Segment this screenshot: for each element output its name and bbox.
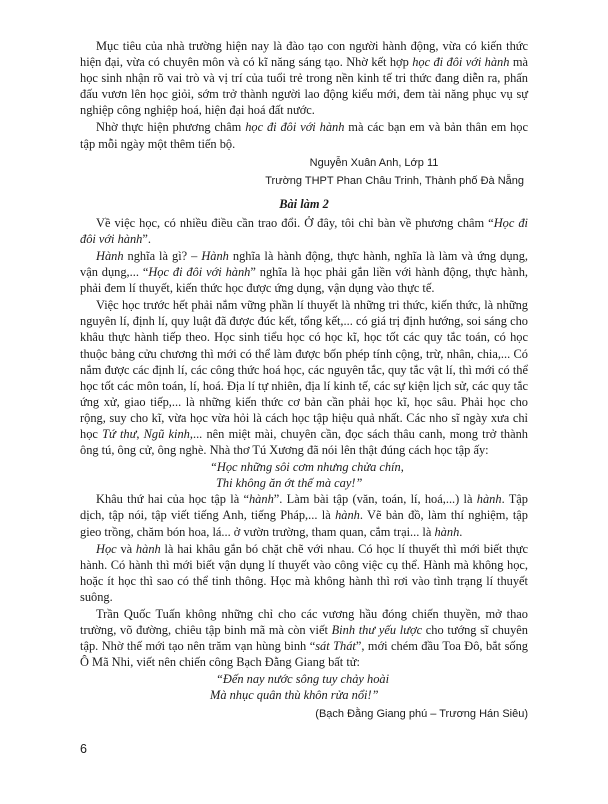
verse-line: “Đến nay nước sông tuy chảy hoài [216,672,390,687]
verse-line: Thi không ăn ớt thế mà cay!” [216,476,363,491]
quote-source: (Bạch Đằng Giang phú – Trương Hán Siêu) [315,707,528,720]
page-body [80,38,528,722]
verse-line: Mà nhục quân thù khôn rửa nổi!” [210,688,379,703]
paragraph-conclusion: Nhờ thực hiện phương châm học đi đôi với hành mà các bạn em và bản thân em học tập mỗi ngày một thêm tiến bộ. [80,120,528,151]
paragraph-intro: Về việc học, có nhiều điều cần trao đổi. Ở đây, tôi chỉ bàn về phương châm “Học đi đôi với hành”. [80,215,528,246]
paragraph-link: Học và hành là hai khâu gắn bó chặt chẽ với nhau. Có học lí thuyết thì mới biết thực hành. Có hành thì mới biết vận dụng lí thuyết vào công việc cụ thể. Hành mà không học, hoặc ít học thì sao có thể tinh thông. Học mà không hành thì rơi vào tình trạng lí thuyết suông. [80,541,528,604]
author-school: Trường THPT Phan Châu Trinh, Thành phố Đà Nẵng [265,174,524,187]
paragraph-goal: Mục tiêu của nhà trường hiện nay là đào tạo con người hành động, vừa có kiến thức hiện đại, vừa có chuyên môn và có kĩ năng sáng tạo. Nhờ kết hợp học đi đôi với hành mà học sinh nhận rõ vai trò và vị trí của tuổi trẻ trong nền kinh tế tri thức đang diễn ra, phấn đấu vươn lên học giỏi, sớm trở thành người lao động kiểu mới, đem tài năng phục vụ sự nghiệp công nghiệp hoá, hiện đại hoá đất nước. [80,39,528,118]
paragraph-definition: Hành nghĩa là gì? – Hành nghĩa là hành động, thực hành, nghĩa là làm và ứng dụng, vận dụng,... “Học đi đôi với hành” nghĩa là học phải gắn liền với hành động, thực hành, phải đem lí thuyết, kiến thức học được ứng dụng, vận dụng vào thực tế. [80,248,529,296]
page-number: 6 [80,742,87,756]
section-heading: Bài làm 2 [279,196,329,211]
paragraph-example: Trần Quốc Tuấn không những chỉ cho các vương hầu đóng chiến thuyền, mở thao trường, võ đường, chiêu tập binh mã mà còn viết Binh thư yếu lược cho tướng sĩ chuyên tập. Nhờ thế mới tạo nên trăm vạn hùng binh “sát Thát”, mới chém đầu Toa Đô, bắt sống Ô Mã Nhi, viết nên chiến công Bạch Đằng Giang bất tử: [80,607,528,670]
verse-line: “Học những sôi cơm nhưng chửa chín, [210,460,404,475]
author-name: Nguyễn Xuân Anh, Lớp 11 [309,156,439,169]
paragraph-theory: Việc học trước hết phải nắm vững phần lí thuyết là những tri thức, kiến thức, là những nguyên lí, định lí, quy luật đã được đúc kết, tổng kết,... có giá trị định hướng, soi sáng cho khâu thực hành tiếp theo. Học sinh tiểu học có học kĩ, học tốt các quy tắc toán, có học thuộc bảng cửu chương thì mới có thể làm được bốn phép tính cộng, trừ, nhân, chia,... Có nắm được các định lí, các công thức hoá học, các nguyên tắc, quy tắc vật lí, thì mới có thể học tốt các môn toán, lí, hoá. Địa lí tự nhiên, địa lí kinh tế, các sự kiện lịch sử, các quy tắc ứng xử, giao tiếp,... là những kiến thức cơ bản cần phải học kĩ, học sâu. Phải học cho rộng, suy cho kĩ, vừa học vừa hỏi là cách học tập hiệu quả nhất. Các nho sĩ ngày xưa chỉ học Tứ thư, Ngũ kinh,... nên miệt mài, chuyên cần, đọc sách thâu canh, mong trở thành ông tú, ông cử, ông nghè. Nhà thơ Tú Xương đã nói lên thật đúng cách học tập ấy: [80,298,528,458]
paragraph-practice: Khâu thứ hai của học tập là “hành”. Làm bài tập (văn, toán, lí, hoá,...) là hành. Tập dịch, tập nói, tập viết tiếng Anh, tiếng Pháp,... là hành. Vẽ bản đồ, làm thí nghiệm, tập gieo trồng, chăm bón hoa, lá... ở vườn trường, tham quan, cắm trại... là hành. [80,492,528,539]
